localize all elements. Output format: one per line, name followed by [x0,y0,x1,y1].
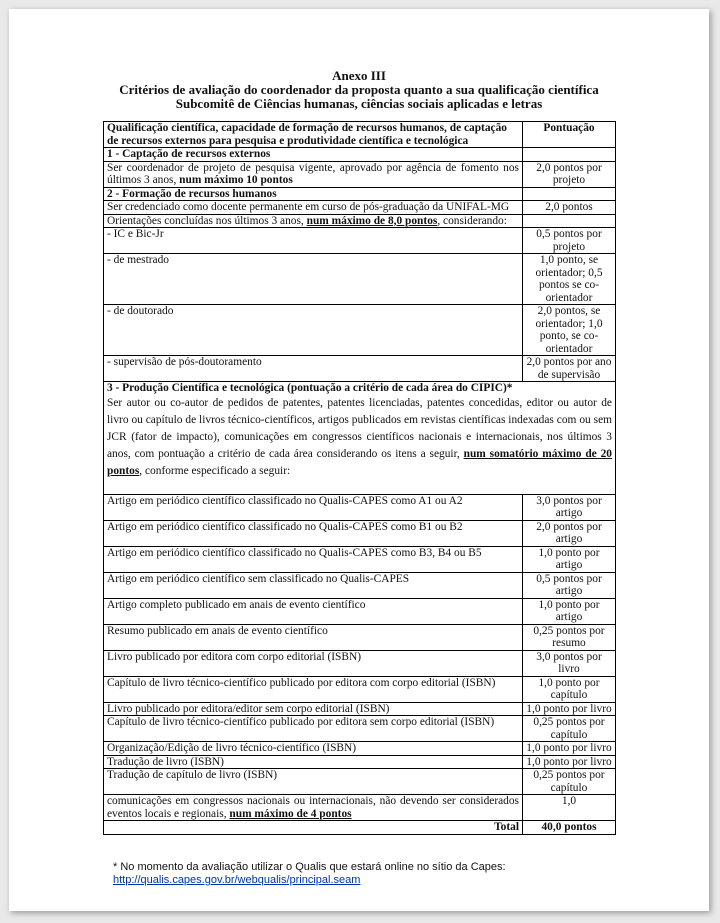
table-row [104,546,616,572]
item-points: 1,0 ponto por livro [523,702,616,716]
table-row [104,494,616,520]
item-points: 1,0 ponto por livro [523,755,616,769]
item-label: Artigo em periódico científico classificado no Qualis-CAPES como A1 ou A2 [104,494,523,520]
cred-points: 2,0 pontos [523,201,616,215]
table-row [104,598,616,624]
item-points: 1,0 ponto por artigo [523,598,616,624]
section-1-row [104,148,616,162]
item-points: 0,25 pontos por resumo [523,624,616,650]
mest-points: 1,0 ponto, se orientador; 0,5 pontos se co-orientador [523,254,616,305]
item-points: 1,0 ponto por capítulo [523,676,616,702]
posdoc-points: 2,0 pontos por ano de supervisão [523,356,616,382]
table-row [104,795,616,821]
section-3-block [104,382,616,495]
document-header [9,69,709,111]
table-row [104,676,616,702]
section-3-row [104,382,616,495]
cred-criterion: Ser credenciado como docente permanente em curso de pós-graduação da UNIFAL-MG [104,201,523,215]
table-row [104,305,616,356]
coord-max: num máximo 10 pontos [179,174,293,186]
table-row [104,769,616,795]
item-points: 1,0 ponto por livro [523,742,616,756]
total-value: 40,0 pontos [523,821,616,835]
table-row [104,214,616,228]
coord-text: Ser coordenador de projeto de pesquisa vigente, aprovado por agência de fomento nos últimos 3 anos, [107,161,519,186]
item-label: Resumo publicado em anais de evento científico [104,624,523,650]
table-row [104,716,616,742]
table-row [104,624,616,650]
item-label: Artigo completo publicado em anais de evento científico [104,598,523,624]
footer-note [113,861,506,887]
subcommittee-title: Subcomitê de Ciências humanas, ciências sociais aplicadas e letras [175,96,543,111]
coord-criterion [104,161,523,187]
dout-points: 2,0 pontos, se orientador; 1,0 ponto, se co-orientador [523,305,616,356]
com-points: 1,0 [523,795,616,821]
qualis-link[interactable]: http://qualis.capes.gov.br/webqualis/principal.seam [113,874,361,886]
item-label: Artigo em periódico científico classificado no Qualis-CAPES como B3, B4 ou B5 [104,546,523,572]
item-label: Capítulo de livro técnico-científico publicado por editora sem corpo editorial (ISBN) [104,716,523,742]
item-label: Artigo em periódico científico sem classificado no Qualis-CAPES [104,572,523,598]
item-label: Capítulo de livro técnico-científico publicado por editora com corpo editorial (ISBN) [104,676,523,702]
posdoc-criterion: - supervisão de pós-doutoramento [104,356,523,382]
com-criterion [104,795,523,821]
item-label: Livro publicado por editora/editor sem corpo editorial (ISBN) [104,702,523,716]
table-row [104,520,616,546]
table-row [104,254,616,305]
coord-points: 2,0 pontos por projeto [523,161,616,187]
item-label: Livro publicado por editora com corpo editorial (ISBN) [104,650,523,676]
item-label: Tradução de livro (ISBN) [104,755,523,769]
footnote-text: * No momento da avaliação utilizar o Qualis que estará online no sítio da Capes: [113,861,506,873]
table-row [104,228,616,254]
section-1-title: 1 - Captação de recursos externos [104,148,523,162]
item-points: 0,25 pontos por capítulo [523,769,616,795]
production-items [104,494,616,795]
total-label: Total [104,821,523,835]
orient-max: num máximo de 8,0 pontos [306,214,438,227]
total-row [104,821,616,835]
orient-criterion [104,214,523,228]
ic-points: 0,5 pontos por projeto [523,228,616,254]
document-page [9,9,709,911]
item-points: 3,0 pontos por livro [523,650,616,676]
orient-text: Orientações concluídas nos últimos 3 anos, [107,214,307,227]
criteria-title: Critérios de avaliação do coordenador da proposta quanto a sua qualificação científica [119,82,599,97]
section-2-title: 2 - Formação de recursos humanos [104,187,523,201]
table-row [104,755,616,769]
ic-criterion: - IC e Bic-Jr [104,228,523,254]
item-points: 0,25 pontos por capítulo [523,716,616,742]
item-points: 0,5 pontos por artigo [523,572,616,598]
table-row [104,201,616,215]
sec3-text: Ser autor ou co-autor de pedidos de patentes, patentes licenciadas, patentes concedidas, editor ou autor de livro ou capítulo de livros técnico-científicos, artigos publicados em revistas científicas indexadas com ou sem JCR (fator de impacto), comunicações em congressos científicos nacionais e internacionais, nos últimos 3 anos, com pontuação a critério de cada área considerando os itens a seguir, [107,396,612,460]
col1-header: Qualificação científica, capacidade de formação de recursos humanos, de captação de recursos externos para pesquisa e produtividade científica e tecnológica [104,122,523,148]
sec3-suffix: , conforme especificado a seguir: [139,464,291,477]
dout-criterion: - de doutorado [104,305,523,356]
mest-criterion: - de mestrado [104,254,523,305]
section-2-row [104,187,616,201]
item-points: 2,0 pontos por artigo [523,520,616,546]
item-label: Artigo em periódico científico classificado no Qualis-CAPES como B1 ou B2 [104,520,523,546]
col2-header: Pontuação [523,122,616,148]
com-max: num máximo de 4 pontos [229,807,352,820]
annex-title: Anexo III [332,68,386,83]
item-label: Organização/Edição de livro técnico-científico (ISBN) [104,742,523,756]
com-text: comunicações em congressos nacionais ou internacionais, não devendo ser considerados eventos locais e regionais, [107,795,519,820]
table-row [104,161,616,187]
table-row [104,650,616,676]
criteria-table [103,121,616,835]
table-row [104,572,616,598]
orient-suffix: , considerando: [437,214,507,227]
section-3-title: 3 - Produção Científica e tecnológica (pontuação a critério de cada área do CIPIC)* [107,382,513,394]
sec3-max: num somatório máximo de 20 pontos [107,447,612,477]
section-3-description [107,395,612,480]
table-row [104,356,616,382]
item-label: Tradução de capítulo de livro (ISBN) [104,769,523,795]
table-row [104,742,616,756]
table-header-row [104,122,616,148]
item-points: 1,0 ponto por artigo [523,546,616,572]
table-row [104,702,616,716]
item-points: 3,0 pontos por artigo [523,494,616,520]
